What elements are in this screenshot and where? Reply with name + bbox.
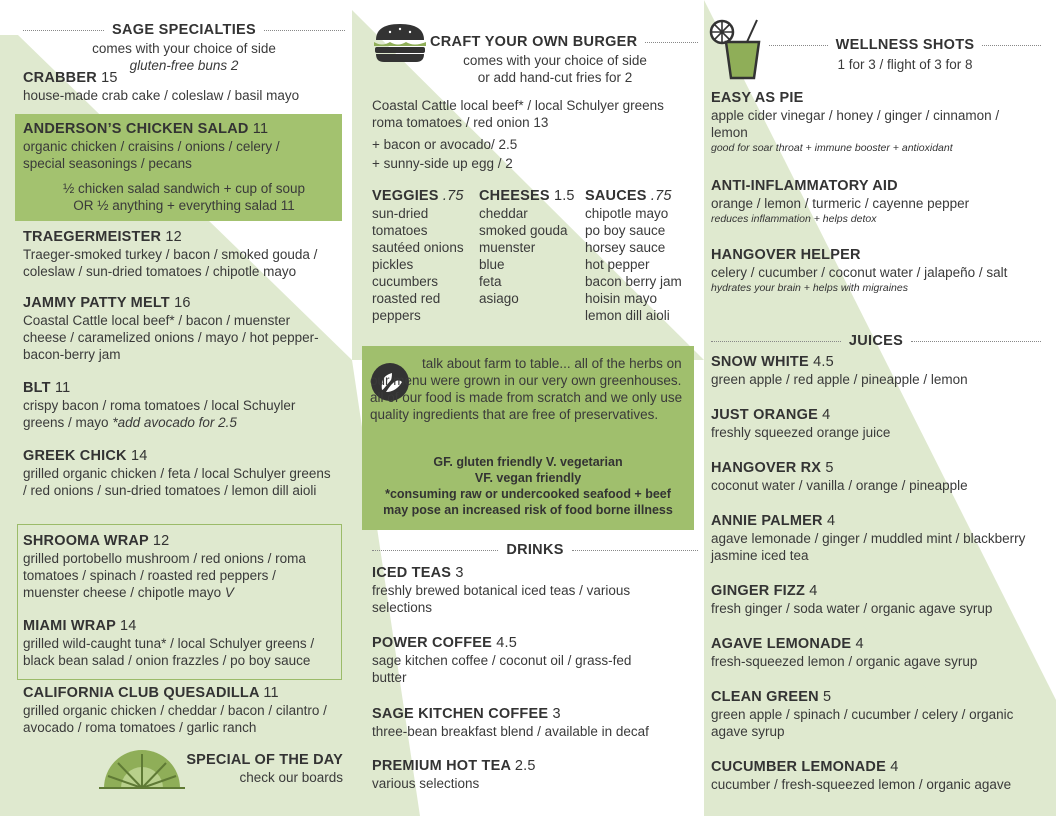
item-price: 4 bbox=[826, 513, 836, 529]
menu-item-traegermeister bbox=[23, 229, 345, 280]
heading-rule bbox=[645, 42, 698, 43]
item-name: TRAEGERMEISTER bbox=[23, 229, 162, 245]
item-price: 3 bbox=[455, 565, 464, 581]
list-item: pickles bbox=[372, 257, 414, 272]
item-desc: apple cider vinegar / honey / ginger / cinnamon / lemon bbox=[711, 108, 1000, 140]
menu-item-shrooma-wrap bbox=[23, 533, 345, 601]
juice-item bbox=[711, 636, 1041, 670]
item-name: POWER COFFEE bbox=[372, 635, 493, 651]
item-desc: cucumber / fresh-squeezed lemon / organic agave bbox=[711, 777, 1012, 792]
burger-heading bbox=[430, 34, 698, 50]
drinks-heading bbox=[372, 542, 698, 558]
item-name: SNOW WHITE bbox=[711, 354, 809, 370]
menu-item-california-club bbox=[23, 685, 345, 736]
menu-item-miami-wrap bbox=[23, 618, 345, 669]
item-name: HANGOVER HELPER bbox=[711, 247, 861, 263]
wellness-heading bbox=[769, 37, 1041, 53]
cheeses-price: 1.5 bbox=[553, 188, 575, 204]
specialties-sub2: gluten-free buns 2 bbox=[129, 58, 239, 73]
item-price: 4 bbox=[809, 583, 818, 599]
item-price: 12 bbox=[165, 229, 182, 245]
drink-item bbox=[372, 758, 698, 792]
special-sub: check our boards bbox=[239, 770, 343, 785]
item-desc: sage kitchen coffee / coconut oil / grass-fed butter bbox=[372, 653, 632, 685]
item-name: SAGE KITCHEN COFFEE bbox=[372, 706, 549, 722]
item-name: ICED TEAS bbox=[372, 565, 452, 581]
item-desc: grilled organic chicken / cheddar / bacon / cilantro / avocado / roma tomatoes / garlic ranch bbox=[23, 703, 327, 735]
juice-item bbox=[711, 689, 1041, 740]
farm-to-table-box bbox=[362, 346, 694, 530]
list-item: sautéed onions bbox=[372, 240, 464, 255]
item-desc: house-made crab cake / coleslaw / basil mayo bbox=[23, 88, 300, 103]
item-price: 11 bbox=[54, 380, 71, 396]
list-item: tomatoes bbox=[372, 223, 428, 238]
burger-base: Coastal Cattle local beef* / local Schulyer greens roma tomatoes / red onion 13 bbox=[372, 98, 664, 130]
item-desc: coconut water / vanilla / orange / pineapple bbox=[711, 478, 968, 493]
smoothie-glass-icon bbox=[709, 18, 765, 80]
menu-item-crabber bbox=[23, 70, 345, 104]
veggies-list bbox=[372, 188, 482, 324]
burger-addon-1: + bacon or avocado/ 2.5 bbox=[372, 137, 518, 152]
list-item: hot pepper bbox=[585, 257, 650, 272]
item-price: 14 bbox=[130, 448, 148, 464]
list-item: chipotle mayo bbox=[585, 206, 669, 221]
item-desc: fresh ginger / soda water / organic agave syrup bbox=[711, 601, 993, 616]
item-desc: Coastal Cattle local beef* / bacon / muenster cheese / caramelized onions / mayo / hot pepper-bacon-berry jam bbox=[23, 313, 319, 362]
item-desc: grilled wild-caught tuna* / local Schulyer greens / black bean salad / onion frazzles / po boy sauce bbox=[23, 636, 315, 668]
list-item: sun-dried bbox=[372, 206, 429, 221]
wellness-sub: 1 for 3 / flight of 3 for 8 bbox=[837, 57, 973, 72]
sun-icon bbox=[99, 748, 185, 794]
item-desc: various selections bbox=[372, 776, 480, 791]
list-item: lemon dill aioli bbox=[585, 308, 670, 323]
item-note: good for soar throat + immune booster + antioxidant bbox=[711, 142, 953, 154]
item-price: 16 bbox=[174, 295, 191, 311]
item-name: HANGOVER RX bbox=[711, 460, 822, 476]
item-name: GREEK CHICK bbox=[23, 448, 127, 464]
item-name: BLT bbox=[23, 380, 51, 396]
item-name: JAMMY PATTY MELT bbox=[23, 295, 170, 311]
juices-heading-text: JUICES bbox=[848, 333, 904, 349]
item-name: GINGER FIZZ bbox=[711, 583, 806, 599]
item-desc: crispy bacon / roma tomatoes / local Schuyler greens / mayo bbox=[23, 398, 296, 430]
item-desc: freshly brewed botanical iced teas / various selections bbox=[372, 583, 631, 615]
juice-item bbox=[711, 407, 1041, 441]
warning-line-2: may pose an increased risk of food borne illness bbox=[383, 503, 673, 517]
item-price: 4 bbox=[890, 759, 899, 775]
heading-rule bbox=[769, 45, 828, 46]
item-price: 12 bbox=[152, 533, 170, 549]
list-item: hoisin mayo bbox=[585, 291, 658, 306]
item-note: *add avocado for 2.5 bbox=[112, 415, 237, 430]
item-price: 4 bbox=[822, 407, 831, 423]
heading-rule bbox=[372, 550, 498, 551]
cheeses-label: CHEESES bbox=[479, 188, 550, 204]
specialties-heading bbox=[23, 22, 345, 38]
item-name: ANTI-INFLAMMATORY AID bbox=[711, 178, 898, 194]
legend-line-2: VF. vegan friendly bbox=[474, 471, 582, 485]
juice-item bbox=[711, 354, 1041, 388]
item-desc: celery / cucumber / coconut water / jalapeño / salt bbox=[711, 265, 1008, 280]
juice-item bbox=[711, 513, 1041, 564]
heading-rule bbox=[911, 341, 1041, 342]
list-item: bacon berry jam bbox=[585, 274, 682, 289]
item-price: 4 bbox=[855, 636, 864, 652]
item-desc: green apple / spinach / cucumber / celery / organic agave syrup bbox=[711, 707, 1014, 739]
item-name: ANNIE PALMER bbox=[711, 513, 823, 529]
drink-item bbox=[372, 706, 698, 740]
item-name: CALIFORNIA CLUB QUESADILLA bbox=[23, 685, 260, 701]
list-item: cheddar bbox=[479, 206, 528, 221]
sauces-label: SAUCES bbox=[585, 188, 647, 204]
item-tag: V bbox=[224, 585, 234, 600]
item-price: 14 bbox=[120, 618, 137, 634]
list-item: po boy sauce bbox=[585, 223, 666, 238]
heading-rule bbox=[711, 341, 841, 342]
item-name: JUST ORANGE bbox=[711, 407, 818, 423]
list-item: feta bbox=[479, 274, 502, 289]
list-item: blue bbox=[479, 257, 505, 272]
item-price: 3 bbox=[552, 706, 561, 722]
cheeses-list bbox=[479, 188, 589, 307]
item-desc: three-bean breakfast blend / available in decaf bbox=[372, 724, 649, 739]
item-desc: fresh-squeezed lemon / organic agave syrup bbox=[711, 654, 978, 669]
warning-line-1: *consuming raw or undercooked seafood + beef bbox=[385, 487, 671, 501]
item-extra-2: OR ½ anything + everything salad 11 bbox=[73, 198, 295, 213]
item-name: CLEAN GREEN bbox=[711, 689, 819, 705]
item-name: EASY AS PIE bbox=[711, 90, 804, 106]
item-desc: orange / lemon / turmeric / cayenne pepper bbox=[711, 196, 970, 211]
heading-rule bbox=[572, 550, 698, 551]
list-item: roasted red bbox=[372, 291, 441, 306]
item-name: MIAMI WRAP bbox=[23, 618, 116, 634]
drinks-heading-text: DRINKS bbox=[506, 542, 564, 558]
item-desc: grilled portobello mushroom / red onions / roma tomatoes / spinach / roasted red peppers / muenster cheese / chipotle mayo bbox=[23, 551, 306, 600]
item-desc: green apple / red apple / pineapple / lemon bbox=[711, 372, 968, 387]
juice-item bbox=[711, 759, 1041, 793]
item-name: SHROOMA WRAP bbox=[23, 533, 149, 549]
item-name: AGAVE LEMONADE bbox=[711, 636, 852, 652]
wellness-item bbox=[711, 247, 1041, 296]
drink-item bbox=[372, 565, 698, 616]
item-desc: agave lemonade / ginger / muddled mint / blackberry jasmine iced tea bbox=[711, 531, 1026, 563]
burger-sub1: comes with your choice of side bbox=[463, 53, 647, 68]
heading-rule bbox=[23, 30, 104, 31]
heading-rule bbox=[982, 45, 1041, 46]
item-desc: Traeger-smoked turkey / bacon / smoked gouda / coleslaw / sun-dried tomatoes / chipotle mayo bbox=[23, 247, 318, 279]
menu-item-greek-chick bbox=[23, 448, 345, 499]
veggies-label: VEGGIES bbox=[372, 188, 439, 204]
veggies-price: .75 bbox=[442, 188, 464, 204]
item-extra-1: ½ chicken salad sandwich + cup of soup bbox=[62, 181, 306, 196]
item-price: 4.5 bbox=[813, 354, 834, 370]
item-desc: grilled organic chicken / feta / local Schulyer greens / red onions / sun-dried tomatoes / lemon dill aioli bbox=[23, 466, 331, 498]
list-item: smoked gouda bbox=[479, 223, 568, 238]
item-name: CRABBER bbox=[23, 70, 97, 86]
list-item: muenster bbox=[479, 240, 536, 255]
item-price: 15 bbox=[101, 70, 118, 86]
farm-to-table-text: talk about farm to table... all of the herbs on our menu were grown in our very own greenhouses. all of our food is made from scratch and we only use quality ingredients that are free of preservatives. bbox=[370, 356, 683, 422]
special-of-the-day bbox=[183, 752, 343, 786]
sauces-price: .75 bbox=[650, 188, 672, 204]
menu-item-jammy-patty-melt bbox=[23, 295, 345, 363]
burger-heading-text: CRAFT YOUR OWN BURGER bbox=[430, 34, 638, 50]
wellness-heading-text: WELLNESS SHOTS bbox=[835, 37, 975, 53]
list-item: horsey sauce bbox=[585, 240, 666, 255]
burger-sub2: or add hand-cut fries for 2 bbox=[477, 70, 633, 85]
legend-line-1: GF. gluten friendly V. vegetarian bbox=[433, 455, 623, 469]
list-item: peppers bbox=[372, 308, 421, 323]
item-desc: organic chicken / craisins / onions / celery / special seasonings / pecans bbox=[23, 139, 280, 171]
specialties-heading-text: SAGE SPECIALTIES bbox=[112, 22, 256, 38]
item-price: 2.5 bbox=[514, 758, 536, 774]
burger-addon-2: + sunny-side up egg / 2 bbox=[372, 156, 513, 171]
item-note: reduces inflammation + helps detox bbox=[711, 213, 877, 225]
item-name: ANDERSON’S CHICKEN SALAD bbox=[23, 121, 249, 137]
menu-item-blt bbox=[23, 380, 345, 431]
item-note: hydrates your brain + helps with migraines bbox=[711, 282, 908, 294]
special-title: SPECIAL OF THE DAY bbox=[186, 752, 343, 768]
juices-heading bbox=[711, 333, 1041, 349]
sauces-list bbox=[585, 188, 701, 324]
wellness-item bbox=[711, 90, 1041, 156]
juice-item bbox=[711, 460, 1041, 494]
juice-item bbox=[711, 583, 1041, 617]
heading-rule bbox=[264, 30, 345, 31]
item-price: 5 bbox=[822, 689, 832, 705]
specialties-sub1: comes with your choice of side bbox=[92, 41, 276, 56]
list-item: asiago bbox=[479, 291, 519, 306]
wellness-item bbox=[711, 178, 1041, 227]
item-price: 11 bbox=[252, 121, 269, 137]
drink-item bbox=[372, 635, 698, 686]
item-name: CUCUMBER LEMONADE bbox=[711, 759, 886, 775]
item-name: PREMIUM HOT TEA bbox=[372, 758, 511, 774]
item-price: 5 bbox=[825, 460, 834, 476]
menu-item-chicken-salad bbox=[23, 121, 345, 214]
item-price: 11 bbox=[263, 685, 279, 701]
item-desc: freshly squeezed orange juice bbox=[711, 425, 891, 440]
list-item: cucumbers bbox=[372, 274, 439, 289]
item-price: 4.5 bbox=[496, 635, 518, 651]
